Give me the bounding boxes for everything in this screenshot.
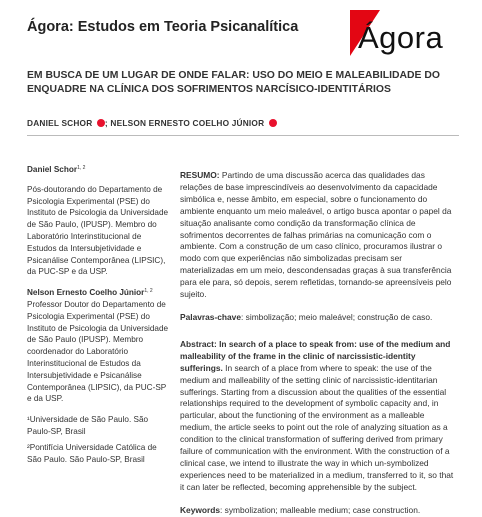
- affiliation-sup-1: 1, 2: [77, 165, 86, 171]
- affiliation-text-1: Pós-doutorando do Departamento de Psicologia Experimental (PSE) do Instituto de Psicologia da Universidade de São Paulo, (IPUSP). Membro do Laboratório Interinstitucional de Estudos da Intersubjetividade e Psicanálise Contemporânea (LIPSIC), da PUC-SP e da USP.: [27, 184, 169, 277]
- affiliation-name-2: Nelson Ernesto Coelho Júnior: [27, 288, 145, 298]
- journal-logo: [350, 10, 460, 56]
- keywords: [180, 505, 458, 517]
- abstract-text: In search of a place from where to speak: the use of the medium and malleability of the setting clinic of narcissistic-identitarian sufferings. Starting from a discussion about the qualities of the essential relationships required to the development of symbolic capacity and, in particular, about the functioning of the environment as a malleable medium, the article seeks to point out the role of analyzing situation as a condition to the clinical transformation of suffering derived from primary failure of communication with the environment. With the construction of a clinical case, we intend to illustrate the way in which un-symbolized experiences need to be materialized in a medium, transferred to it, so that it can later be reflected, becoming apprehensible by the subject.: [180, 362, 454, 492]
- author-2: NELSON ERNESTO COELHO JÚNIOR: [110, 118, 265, 128]
- logo-text: Ágora: [358, 20, 444, 55]
- affiliation-text-2: Professor Doutor do Departamento de Psicologia Experimental (PSE) do Instituto de Psicologia da Universidade de São Paulo (IPUSP). Membro coordenador do Laboratório Interinstitucional de Estudos da Intersubjetividade e Psicanálise Contemporânea (LIPSIC), da PUC-SP e da USP.: [27, 299, 169, 404]
- orcid-icon[interactable]: [269, 119, 277, 127]
- palavras-text: : simbolização; meio maleável; construção de caso.: [241, 311, 433, 322]
- palavras-label: Palavras-chave: [180, 311, 241, 322]
- abstract-label: Abstract: In search of a place to speak from: use of the medium and malleability of the frame in the clinic of narcissistic-identity sufferings.: [180, 338, 451, 373]
- resumo-text: Partindo de uma discussão acerca das qualidades das relações de base imprescindíveis ao desenvolvimento da capacidade simbólica e, nesse âmbito, em especial, sobre o funcionamento do ambiente enquanto um meio maleável, o artigo busca apontar o papel da situação analisante como condição da transformação clínica de sofrimentos decorrentes de falhas primárias na comunicação com o ambiente. Com a construção de um caso clínico, procuramos ilustrar o modo com que experiências não simbolizadas precisam ser materializadas em um meio, descondensadas graças à sua transferência para ele para, só depois, serem refletidas, tornando-se apreensíveis pelo sujeito.: [180, 170, 452, 300]
- journal-title: Ágora: Estudos em Teoria Psicanalítica: [27, 19, 299, 35]
- resumo-label: RESUMO:: [180, 170, 220, 180]
- divider: [27, 135, 459, 136]
- abstract-column: [180, 170, 458, 517]
- orcid-icon[interactable]: [97, 119, 105, 127]
- institution-note-2: ²Pontifícia Universidade Católica de São Paulo. São Paulo-SP, Brasil: [27, 442, 157, 464]
- author-1: DANIEL SCHOR: [27, 118, 93, 128]
- keywords-text: : symbolization; malleable medium; case construction.: [220, 504, 421, 515]
- affiliation-name-1: Daniel Schor: [27, 165, 78, 174]
- author-separator: ;: [104, 118, 111, 128]
- article-title: EM BUSCA DE UM LUGAR DE ONDE FALAR: USO DO MEIO E MALEABILIDADE DO ENQUADRE NA CLÍNICA DOS SOFRIMENTOS NARCÍSICO-IDENTITÁRIOS: [27, 70, 440, 95]
- resumo-paragraph: [180, 170, 458, 301]
- abstract-paragraph: [180, 339, 458, 494]
- affiliation-sup-2: 1, 2: [144, 288, 153, 295]
- keywords-label: Keywords: [180, 504, 221, 515]
- institution-note-1: ¹Universidade de São Paulo. São Paulo-SP, Brasil: [27, 415, 149, 436]
- palavras-chave: [180, 312, 458, 324]
- authors-line: [27, 118, 277, 128]
- affiliations-column: [27, 163, 172, 465]
